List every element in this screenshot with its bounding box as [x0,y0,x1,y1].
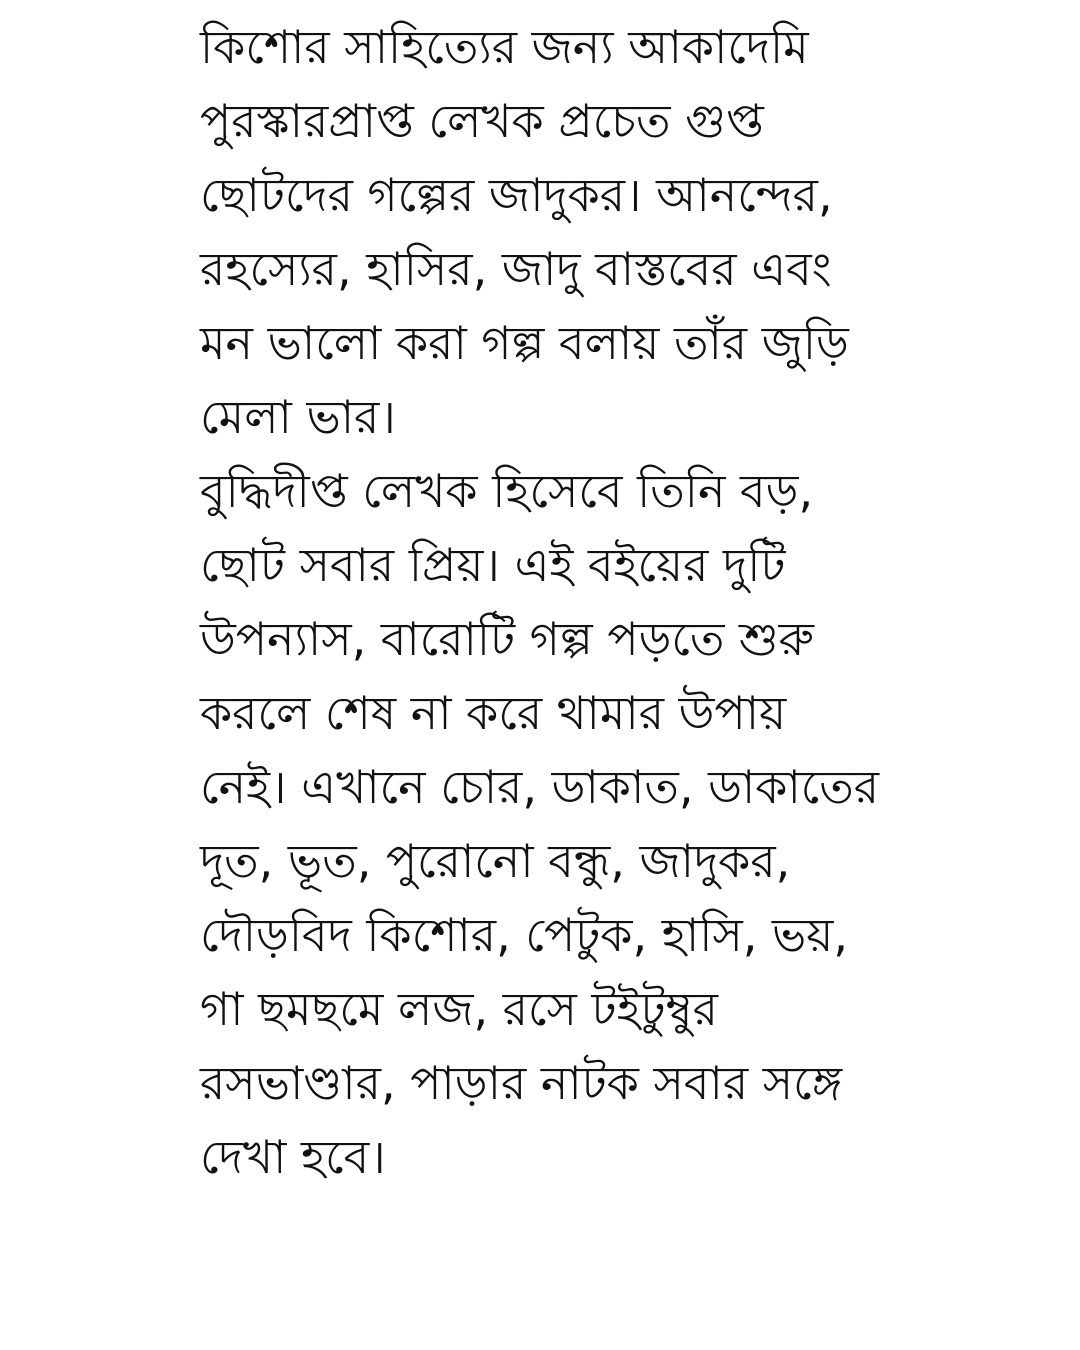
text-line: রসভাণ্ডার, পাড়ার নাটক সবার সঙ্গে [200,1056,843,1110]
blurb-paragraph-1 [200,10,960,454]
text-line: মেলা ভার। [200,390,396,444]
text-line: দেখা হবে। [200,1130,386,1184]
text-line: গা ছমছমে লজ, রসে টইটুম্বুর [200,982,718,1036]
text-line: কিশোর সাহিত্যের জন্য আকাদেমি [200,20,809,74]
text-line: পুরস্কারপ্রাপ্ত লেখক প্রচেত গুপ্ত [200,94,764,148]
text-line: ছোটদের গল্পের জাদুকর। আনন্দের, [200,168,833,222]
text-line: রহস্যের, হাসির, জাদু বাস্তবের এবং [200,242,832,296]
text-line: দূত, ভূত, পুরোনো বন্ধু, জাদুকর, [200,834,791,888]
book-blurb [200,10,960,1194]
text-line: করলে শেষ না করে থামার উপায় [200,686,787,740]
text-line: দৌড়বিদ কিশোর, পেটুক, হাসি, ভয়, [200,908,848,962]
text-line: ছোট সবার প্রিয়। এই বইয়ের দুটি [200,538,786,592]
text-line: বুদ্ধিদীপ্ত লেখক হিসেবে তিনি বড়, [200,464,814,518]
text-line: নেই। এখানে চোর, ডাকাত, ডাকাতের [200,760,880,814]
blurb-paragraph-2 [200,454,960,1194]
text-line: উপন্যাস, বারোটি গল্প পড়তে শুরু [200,612,814,666]
text-line: মন ভালো করা গল্প বলায় তাঁর জুড়ি [200,316,849,370]
